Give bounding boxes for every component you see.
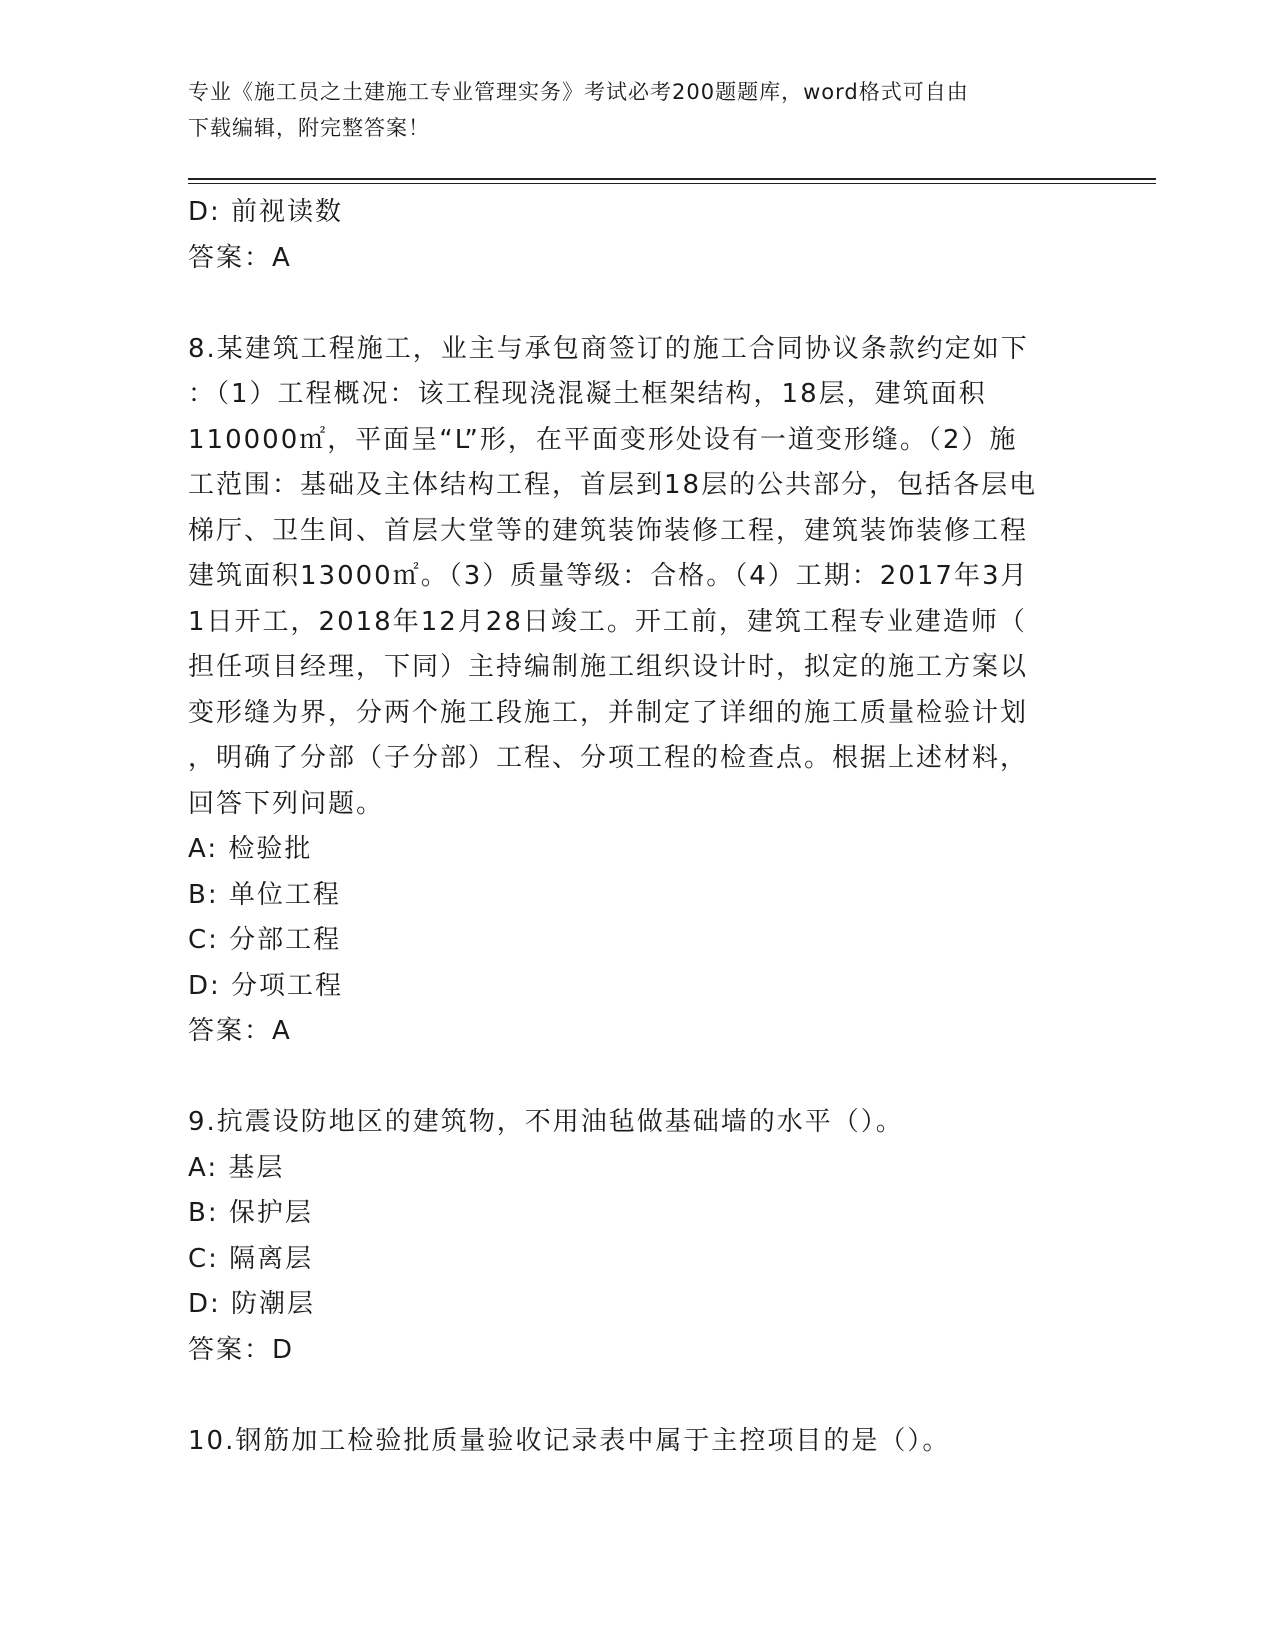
q9-option-b: B: 保护层: [188, 1198, 313, 1228]
q7-option-d: D: 前视读数: [188, 197, 344, 227]
question-9: [188, 1100, 1078, 1373]
q8-stem-line: ，明确了分部（子分部）工程、分项工程的检查点。根据上述材料，: [188, 743, 1029, 773]
document-body: [188, 190, 1078, 1464]
q8-option-b: B: 单位工程: [188, 879, 341, 910]
q8-stem-line: 工范围：基础及主体结构工程，首层到18层的公共部分，包括各层电: [188, 470, 1038, 500]
q9-stem: 9.抗震设防地区的建筑物，不用油毡做基础墙的水平（）。: [188, 1107, 904, 1137]
spacer: [188, 281, 1078, 327]
q8-stem-line: 110000㎡，平面呈“L”形，在平面变形处设有一道变形缝。（2）施: [188, 424, 1018, 455]
question-8: [188, 327, 1078, 1055]
header-divider-thick: [188, 178, 1156, 180]
q8-stem-line: 建筑面积13000㎡。（3）质量等级：合格。（4）工期：2017年3月: [188, 561, 1029, 591]
header-divider-thin: [188, 183, 1156, 184]
q8-stem-line: 梯厅、卫生间、首层大堂等的建筑装饰装修工程，建筑装饰装修工程: [188, 515, 1029, 546]
q7-answer: 答案：A: [188, 242, 292, 273]
document-header: [188, 74, 1068, 146]
header-line-2: 下载编辑，附完整答案！: [188, 116, 430, 140]
spacer: [188, 1373, 1078, 1419]
question-10: [188, 1419, 1078, 1465]
q8-stem-line: 变形缝为界，分两个施工段施工，并制定了详细的施工质量检验计划: [188, 697, 1029, 728]
q8-stem-line: ：（1）工程概况：该工程现浇混凝土框架结构，18层，建筑面积: [188, 379, 987, 409]
q8-stem-line: 8.某建筑工程施工，业主与承包商签订的施工合同协议条款约定如下: [188, 333, 1029, 364]
q9-answer: 答案：D: [188, 1334, 295, 1365]
header-line-1: 专业《施工员之土建施工专业管理实务》考试必考200题题库，word格式可自由: [188, 80, 969, 104]
q8-option-d: D: 分项工程: [188, 970, 344, 1001]
q8-stem-line: 担任项目经理，下同）主持编制施工组织设计时，拟定的施工方案以: [188, 652, 1029, 682]
spacer: [188, 1055, 1078, 1101]
q10-stem: 10.钢筋加工检验批质量验收记录表中属于主控项目的是（）。: [188, 1425, 951, 1456]
q8-option-a: A: 检验批: [188, 834, 313, 864]
q8-stem-line: 1日开工，2018年12月28日竣工。开工前，建筑工程专业建造师（: [188, 606, 1027, 637]
q8-stem-line: 回答下列问题。: [188, 788, 385, 819]
q8-answer: 答案：A: [188, 1016, 292, 1046]
question-7: [188, 190, 1078, 281]
q9-option-d: D: 防潮层: [188, 1289, 316, 1319]
q8-option-c: C: 分部工程: [188, 925, 342, 955]
q9-option-a: A: 基层: [188, 1152, 285, 1183]
q9-option-c: C: 隔离层: [188, 1243, 314, 1274]
